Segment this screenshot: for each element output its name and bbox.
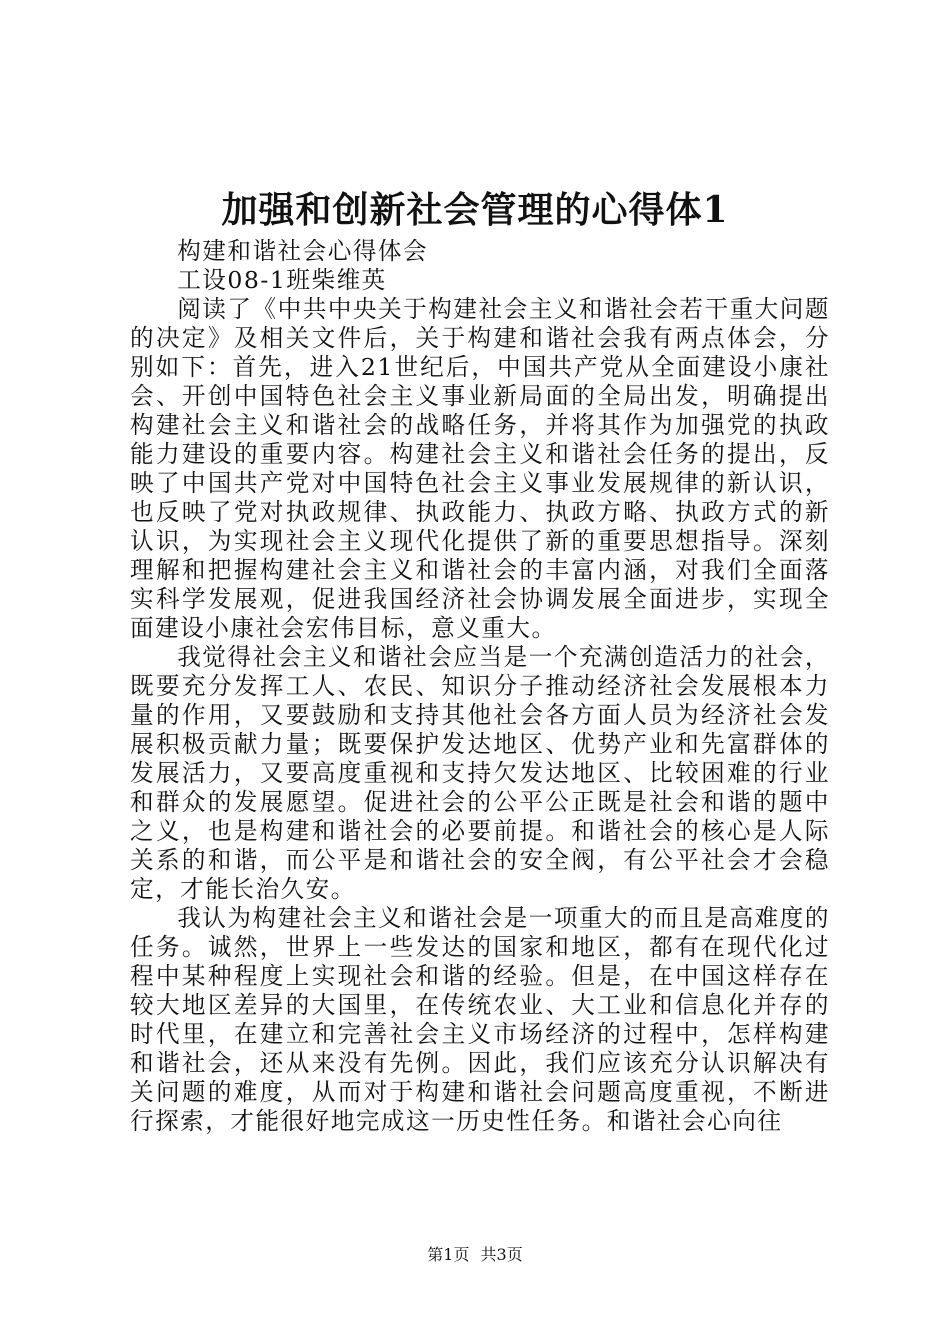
page-footer [0, 1244, 950, 1266]
page-total: 共3页 [480, 1245, 523, 1264]
document-body [130, 237, 830, 1136]
essay-heading: 构建和谐社会心得体会 [177, 237, 429, 265]
body-paragraph: 我认为构建社会主义和谐社会是一项重大的而且是高难度的任务。诚然，世界上一些发达的国家和地区，都有在现代化过程中某种程度上实现社会和谐的经验。但是，在中国这样存在较大地区差异的大国里，在传统农业、大工业和信息化并存的时代里，在建立和完善社会主义市场经济的过程中，怎样构建和谐社会，还从来没有先例。因此，我们应该充分认识解决有关问题的难度，从而对于构建和谐社会问题高度重视，不断进行探索，才能很好地完成这一历史性任务。和谐社会心向往 [130, 904, 830, 1135]
body-paragraph: 阅读了《中共中央关于构建社会主义和谐社会若干重大问题的决定》及相关文件后，关于构建和谐社会我有两点体会，分别如下：首先，进入21世纪后，中国共产党从全面建设小康社会、开创中国特色社会主义事业新局面的全局出发，明确提出构建社会主义和谐社会的战略任务，并将其作为加强党的执政能力建设的重要内容。构建社会主义和谐社会任务的提出，反映了中国共产党对中国特色社会主义事业发展规律的新认识，也反映了党对执政规律、执政能力、执政方略、执政方式的新认识，为实现社会主义现代化提供了新的重要思想指导。深刻理解和把握构建社会主义和谐社会的丰富内涵，对我们全面落实科学发展观，促进我国经济社会协调发展全面进步，实现全面建设小康社会宏伟目标，意义重大。 [130, 295, 830, 642]
document-title: 加强和创新社会管理的心得体1 [221, 189, 729, 231]
author-line: 工设08-1班柴维英 [177, 266, 387, 294]
body-paragraph: 我觉得社会主义和谐社会应当是一个充满创造活力的社会，既要充分发挥工人、农民、知识分子推动经济社会发展根本力量的作用，又要鼓励和支持其他社会各方面人员为经济社会发展积极贡献力量；既要保护发达地区、优势产业和先富群体的发展活力，又要高度重视和支持欠发达地区、比较困难的行业和群众的发展愿望。促进社会的公平公正既是社会和谐的题中之义，也是构建和谐社会的必要前提。和谐社会的核心是人际关系的和谐，而公平是和谐社会的安全阀，有公平社会才会稳定，才能长治久安。 [130, 643, 830, 903]
page-number: 第1页 [427, 1245, 470, 1264]
